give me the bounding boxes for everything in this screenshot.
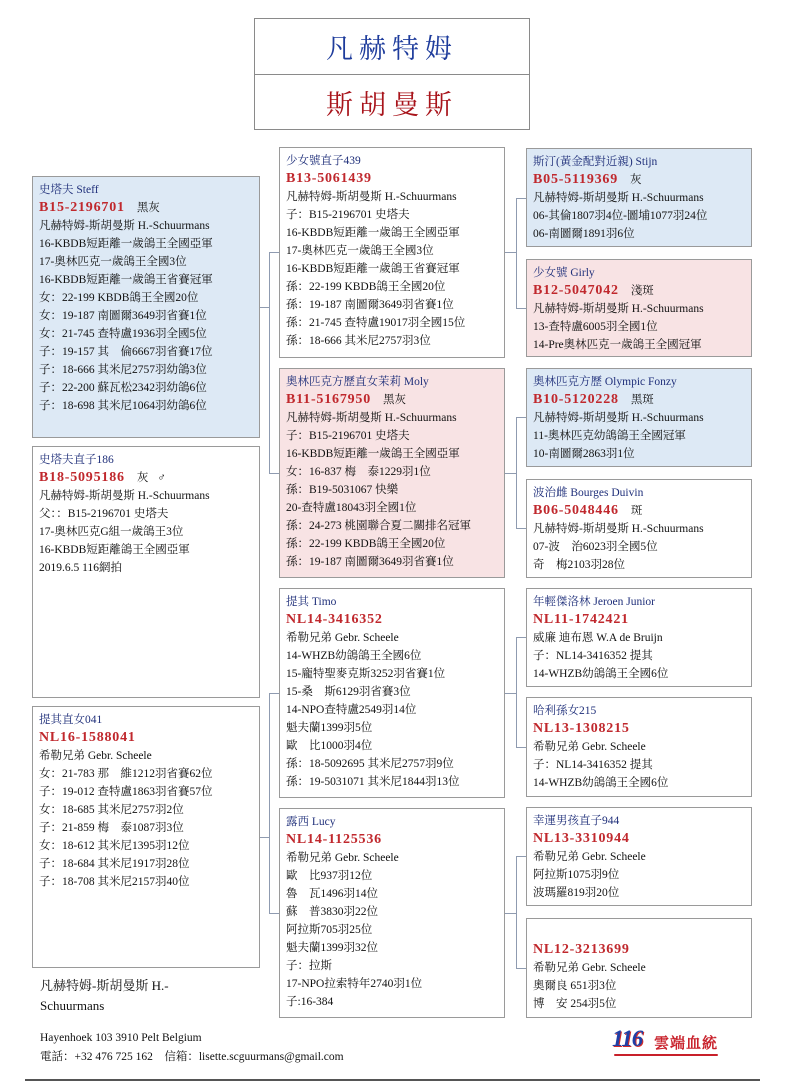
record-line: 奇 梅2103羽28位 — [533, 559, 625, 571]
pigeon-name: 露西 Lucy — [286, 816, 336, 828]
record-line: 子：拉斯 — [286, 960, 332, 972]
record-line: 06-其倫1807羽4位-圖埔1077羽24位 — [533, 210, 708, 222]
record-line: 14-NPO查特盧2549羽14位 — [286, 704, 417, 716]
record-line: 女：18-612 其米尼1395羽12位 — [39, 840, 190, 852]
ring-number: NL14-3416352 — [286, 612, 383, 627]
record-line: 女：21-745 查特盧1936羽全國5位 — [39, 328, 207, 340]
record-line: 子：22-200 蘇瓦松2342羽幼鴿6位 — [39, 382, 207, 394]
connector-line — [516, 968, 526, 969]
ring-row — [286, 831, 504, 849]
ring-number: B11-5167950 — [286, 392, 372, 407]
record-line: 孫：19-187 南圖爾3649羽省賽1位 — [286, 556, 454, 568]
record-line: 孫：22-199 KBDB鴿王全國20位 — [286, 538, 446, 550]
record-line: 魯 瓦1496羽14位 — [286, 888, 378, 900]
record-line: 孫：19-5031071 其米尼1844羽13位 — [286, 776, 460, 788]
breeder: 凡赫特姆-斯胡曼斯 H.-Schuurmans — [533, 303, 704, 315]
record-line: 子：19-012 查特盧1863羽省賽57位 — [39, 786, 213, 798]
record-line: 孫：22-199 KBDB鴿王全國20位 — [286, 281, 446, 293]
record-line: 17-奧林匹克一歲鴿王全國3位 — [286, 245, 434, 257]
plumage-color: 灰 — [136, 472, 149, 484]
ring-row — [533, 391, 751, 409]
ring-number: B10-5120228 — [533, 392, 619, 407]
record-line: 20-查特盧18043羽全國1位 — [286, 502, 417, 514]
record-line: 子：18-708 其米尼2157羽40位 — [39, 876, 190, 888]
plumage-color: 黑斑 — [630, 394, 654, 406]
record-line: 07-波 治6023羽全國5位 — [533, 541, 658, 553]
record-line: 16-KBDB短距離一歲鴿王全國亞軍 — [39, 238, 213, 250]
logo-swoosh — [614, 1054, 718, 1056]
breeder: 凡赫特姆-斯胡曼斯 H.-Schuurmans — [39, 490, 210, 502]
record-line: 17-奧林匹克G組一歲鴿王3位 — [39, 526, 184, 538]
title-box — [254, 18, 530, 130]
record-line: 17-奧林匹克一歲鴿王全國3位 — [39, 256, 187, 268]
pigeon-name: 提其 Timo — [286, 596, 337, 608]
pigeon-name: 提其直女041 — [39, 714, 103, 726]
card-sire-dam-sire — [526, 368, 752, 467]
connector-line — [516, 308, 526, 309]
record-line: 女：18-685 其米尼2757羽2位 — [39, 804, 184, 816]
ring-row — [286, 611, 504, 629]
card-sire-sire — [279, 147, 505, 358]
record-line: 奧爾良 651羽3位 — [533, 980, 617, 992]
ring-number: NL12-3213699 — [533, 942, 630, 957]
ring-row — [533, 282, 751, 300]
record-line: 2019.6.5 116網拍 — [39, 562, 122, 574]
ring-number: B18-5095186 — [39, 470, 125, 485]
pigeon-name: 哈利孫女215 — [533, 705, 597, 717]
record-line: 子：18-666 其米尼2757羽幼鴿3位 — [39, 364, 207, 376]
ring-number: NL16-1588041 — [39, 730, 136, 745]
record-line: 孫：B19-5031067 快樂 — [286, 484, 399, 496]
record-line: 16-KBDB短距離一歲鴿王全國亞軍 — [286, 448, 460, 460]
card-dam-sire-sire — [526, 588, 752, 687]
record-line: 歐 比1000羽4位 — [286, 740, 373, 752]
connector-line — [269, 913, 279, 914]
ring-number: B12-5047042 — [533, 283, 619, 298]
card-sire-dam — [279, 368, 505, 578]
ring-row — [533, 830, 751, 848]
pigeon-name: 幸運男孩直子944 — [533, 815, 620, 827]
ring-number: NL14-1125536 — [286, 832, 382, 847]
connector-line — [269, 693, 270, 913]
card-dam-dam-dam — [526, 918, 752, 1018]
ring-row — [533, 502, 751, 520]
ring-row — [39, 469, 259, 487]
pigeon-name: 年輕傑洛林 Jeroen Junior — [533, 596, 656, 608]
connector-line — [516, 528, 526, 529]
footer-breeder-line: Schuurmans — [40, 998, 105, 1013]
brand-logo — [612, 1026, 722, 1058]
record-line: 子：21-859 梅 泰1087羽3位 — [39, 822, 184, 834]
record-line: 子：19-157 其 倫6667羽省賽17位 — [39, 346, 213, 358]
connector-line — [516, 417, 517, 528]
connector-line — [505, 913, 516, 914]
record-line: 魁夫蘭1399羽32位 — [286, 942, 378, 954]
record-line: 父：：B15-2196701 史塔夫 — [39, 508, 169, 520]
pigeon-name: 斯汀(黃金配對近親) Stijn — [533, 156, 658, 168]
record-line: 波瑪羅819羽20位 — [533, 887, 620, 899]
connector-line — [516, 747, 526, 748]
record-line: 16-KBDB短距離鴿王全國亞軍 — [39, 544, 190, 556]
record-line: 14-Pre奧林匹克一歲鴿王全國冠軍 — [533, 339, 702, 351]
card-dam-dam-sire — [526, 807, 752, 906]
ring-number: B05-5119369 — [533, 172, 619, 187]
connector-line — [269, 473, 279, 474]
card-sire-dam-dam — [526, 479, 752, 578]
connector-line — [516, 637, 526, 638]
pigeon-name: 史塔夫直子186 — [39, 454, 114, 466]
pigeon-name-blank — [533, 923, 751, 941]
connector-line — [516, 417, 526, 418]
connector-line — [260, 837, 269, 838]
record-line: 17-NPO拉索特年2740羽1位 — [286, 978, 423, 990]
breeder: 希勒兄弟 Gebr. Scheele — [533, 741, 646, 753]
ring-row — [39, 729, 259, 747]
breeder: 希勒兄弟 Gebr. Scheele — [533, 851, 646, 863]
connector-line — [269, 693, 279, 694]
title-line-1: 凡赫特姆 — [255, 19, 529, 75]
pigeon-name: 少女號 Girly — [533, 267, 595, 279]
record-line: 14-WHZB幼鴿鴿王全國6位 — [533, 777, 669, 789]
record-line: 阿拉斯1075羽9位 — [533, 869, 620, 881]
breeder: 希勒兄弟 Gebr. Scheele — [533, 962, 646, 974]
logo-number: 116 — [612, 1026, 643, 1051]
card-subject — [32, 446, 260, 698]
record-line: 孫：18-5092695 其米尼2757羽9位 — [286, 758, 454, 770]
ring-number: B13-5061439 — [286, 171, 372, 186]
logo-text: 雲端血統 — [654, 1036, 719, 1052]
record-line: 子：B15-2196701 史塔夫 — [286, 430, 410, 442]
plumage-color: 淺斑 — [630, 285, 654, 297]
record-line: 歐 比937羽12位 — [286, 870, 373, 882]
record-line: 子：B15-2196701 史塔夫 — [286, 209, 410, 221]
record-line: 子：18-698 其米尼1064羽幼鴿6位 — [39, 400, 207, 412]
record-line: 子：NL14-3416352 提其 — [533, 759, 653, 771]
connector-line — [516, 856, 517, 968]
breeder: 凡赫特姆-斯胡曼斯 H.-Schuurmans — [533, 412, 704, 424]
breeder: 威廉 迪布恩 W.A de Bruijn — [533, 632, 663, 644]
card-sire-sire-sire — [526, 148, 752, 247]
ring-number: B06-5048446 — [533, 503, 619, 518]
footer-breeder — [40, 976, 240, 1016]
card-dam-sire — [279, 588, 505, 798]
record-line: 女：22-199 KBDB鴿王全國20位 — [39, 292, 199, 304]
connector-line — [516, 198, 526, 199]
record-line: 13-查特盧6005羽全國1位 — [533, 321, 658, 333]
record-line: 15-龐特聖麥克斯3252羽省賽1位 — [286, 668, 446, 680]
connector-line — [516, 856, 526, 857]
connector-line — [505, 252, 516, 253]
record-line: 16-KBDB短距離一歲鴿王省賽冠軍 — [286, 263, 460, 275]
card-sire-sire-dam — [526, 259, 752, 357]
breeder: 希勒兄弟 Gebr. Scheele — [39, 750, 152, 762]
pigeon-name: 史塔夫 Steff — [39, 184, 99, 196]
ring-row — [39, 199, 259, 217]
plumage-color: 灰 — [630, 174, 642, 186]
record-line: 女：19-187 南圖爾3649羽省賽1位 — [39, 310, 207, 322]
record-line: 14-WHZB幼鴿鴿王全國6位 — [286, 650, 422, 662]
ring-number: NL13-3310944 — [533, 831, 630, 846]
card-sire — [32, 176, 260, 438]
card-dam — [32, 706, 260, 968]
pigeon-name: 奧林匹克方歷直女茉莉 Moly — [286, 376, 429, 388]
record-line: 女：21-783 那 維1212羽省賽62位 — [39, 768, 213, 780]
ring-row — [533, 611, 751, 629]
plumage-color: 黑灰 — [383, 394, 407, 406]
connector-line — [516, 198, 517, 308]
breeder: 凡赫特姆-斯胡曼斯 H.-Schuurmans — [533, 192, 704, 204]
ring-number: NL11-1742421 — [533, 612, 629, 627]
connector-line — [260, 307, 269, 308]
record-line: 子:16-384 — [286, 996, 334, 1008]
record-line: 16-KBDB短距離一歲鴿王全國亞軍 — [286, 227, 460, 239]
record-line: 15-桑 斯6129羽省賽3位 — [286, 686, 411, 698]
connector-line — [269, 252, 279, 253]
ring-number: NL13-1308215 — [533, 721, 630, 736]
male-icon: ♂ — [157, 472, 166, 484]
footer-address: Hayenhoek 103 3910 Pelt Belgium — [40, 1032, 202, 1044]
title-line-2: 斯胡曼斯 — [326, 90, 458, 120]
breeder: 希勒兄弟 Gebr. Scheele — [286, 852, 399, 864]
breeder: 凡赫特姆-斯胡曼斯 H.-Schuurmans — [39, 220, 210, 232]
bottom-divider — [25, 1079, 760, 1081]
record-line: 阿拉斯705羽25位 — [286, 924, 373, 936]
ring-row — [533, 720, 751, 738]
connector-line — [516, 637, 517, 747]
record-line: 10-南圖爾2863羽1位 — [533, 448, 635, 460]
record-line: 子：18-684 其米尼1917羽28位 — [39, 858, 190, 870]
record-line: 16-KBDB短距離一歲鴿王省賽冠軍 — [39, 274, 213, 286]
ring-number: B15-2196701 — [39, 200, 125, 215]
plumage-color: 黑灰 — [136, 202, 160, 214]
record-line: 11-奧林匹克幼鴿鴿王全國冠軍 — [533, 430, 686, 442]
record-line: 女：16-837 梅 泰1229羽1位 — [286, 466, 431, 478]
connector-line — [505, 693, 516, 694]
ring-row — [286, 391, 504, 409]
record-line: 孫：24-273 桃園聯合夏二關排名冠軍 — [286, 520, 471, 532]
pigeon-name: 波治雌 Bourges Duivin — [533, 487, 644, 499]
plumage-color: 斑 — [630, 505, 643, 517]
footer-contact: 電話：+32 476 725 162 信箱：lisette.scguurmans@gmail.com — [40, 1051, 344, 1063]
ring-row — [286, 170, 504, 188]
ring-row — [533, 171, 751, 189]
pigeon-name: 少女號直子439 — [286, 155, 361, 167]
breeder: 凡赫特姆-斯胡曼斯 H.-Schuurmans — [286, 191, 457, 203]
card-dam-dam — [279, 808, 505, 1018]
connector-line — [505, 473, 516, 474]
record-line: 孫：19-187 南圖爾3649羽省賽1位 — [286, 299, 454, 311]
record-line: 博 安 254羽5位 — [533, 998, 617, 1010]
connector-line — [269, 252, 270, 473]
footer-breeder-line: 凡赫特姆-斯胡曼斯 H.- — [40, 978, 169, 993]
record-line: 孫：21-745 查特盧19017羽全國15位 — [286, 317, 466, 329]
pigeon-name: 奧林匹克方歷 Olympic Fonzy — [533, 376, 677, 388]
card-dam-sire-dam — [526, 697, 752, 797]
breeder: 凡赫特姆-斯胡曼斯 H.-Schuurmans — [286, 412, 457, 424]
breeder: 凡赫特姆-斯胡曼斯 H.-Schuurmans — [533, 523, 704, 535]
ring-row — [533, 941, 751, 959]
record-line: 06-南圖爾1891羽6位 — [533, 228, 635, 240]
breeder: 希勒兄弟 Gebr. Scheele — [286, 632, 399, 644]
record-line: 子：NL14-3416352 提其 — [533, 650, 653, 662]
record-line: 14-WHZB幼鴿鴿王全國6位 — [533, 668, 669, 680]
record-line: 孫：18-666 其米尼2757羽3位 — [286, 335, 431, 347]
record-line: 蘇 普3830羽22位 — [286, 906, 378, 918]
record-line: 魁夫蘭1399羽5位 — [286, 722, 373, 734]
